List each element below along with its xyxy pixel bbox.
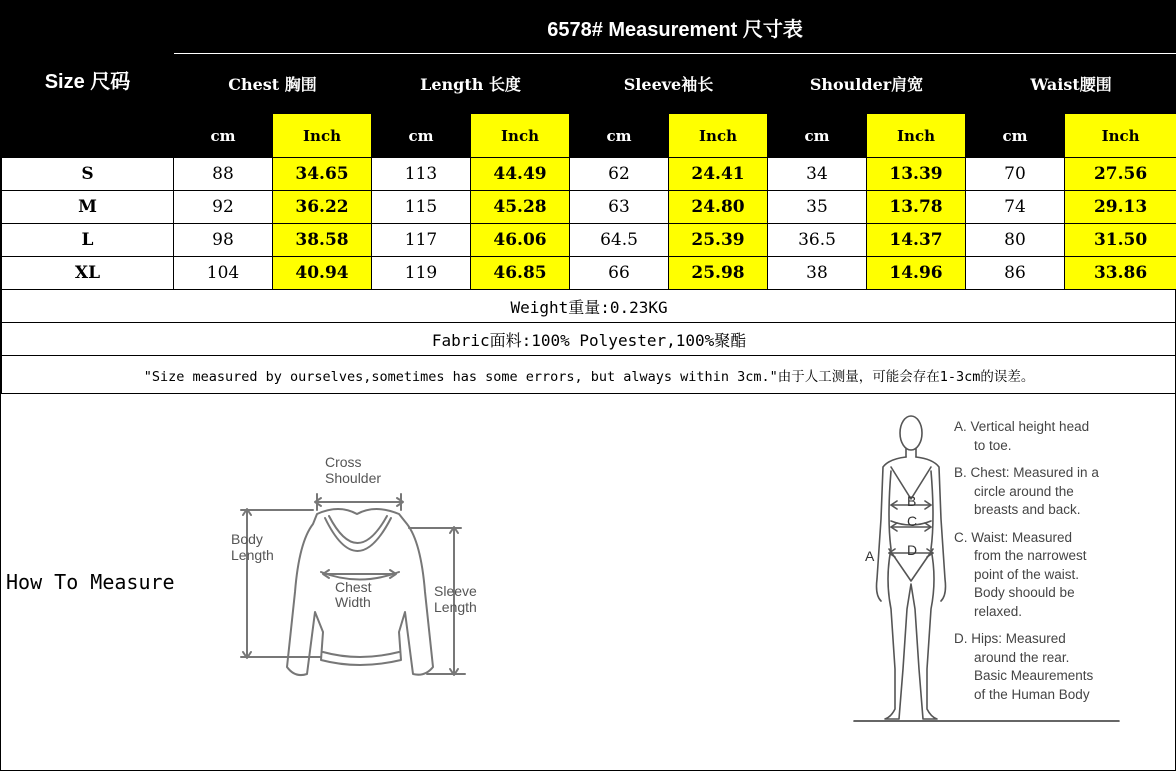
legend-a-line2: to toe. bbox=[974, 437, 1012, 453]
cm-value: 34 bbox=[768, 158, 867, 191]
sleeve-length-label: Length bbox=[434, 599, 477, 615]
cm-value: 63 bbox=[570, 191, 669, 224]
sleeve-header: Sleeve袖长 bbox=[570, 54, 768, 114]
unit-inch: Inch bbox=[471, 114, 570, 158]
unit-inch: Inch bbox=[273, 114, 372, 158]
inch-value: 24.80 bbox=[669, 191, 768, 224]
size-label: XL bbox=[2, 257, 174, 290]
weight-info: Weight重量:0.23KG bbox=[2, 290, 1176, 323]
legend-d-line3: Basic Meaurements bbox=[974, 668, 1094, 683]
cm-value: 38 bbox=[768, 257, 867, 290]
cm-value: 35 bbox=[768, 191, 867, 224]
unit-cm: cm bbox=[570, 114, 669, 158]
size-label: M bbox=[2, 191, 174, 224]
cm-value: 36.5 bbox=[768, 224, 867, 257]
inch-value: 14.37 bbox=[867, 224, 966, 257]
legend-c-line1: C. Waist: Measured bbox=[954, 529, 1073, 545]
cm-value: 80 bbox=[966, 224, 1065, 257]
cross-label: Cross bbox=[325, 454, 362, 470]
unit-inch: Inch bbox=[669, 114, 768, 158]
legend-d-line2: around the rear. bbox=[974, 649, 1070, 665]
unit-inch: Inch bbox=[867, 114, 966, 158]
inch-value: 25.39 bbox=[669, 224, 768, 257]
body-label: Body bbox=[231, 531, 263, 547]
sweater-diagram bbox=[229, 452, 499, 692]
chest-header: Chest 胸围 bbox=[174, 54, 372, 114]
unit-cm: cm bbox=[372, 114, 471, 158]
how-to-measure-label: How To Measure bbox=[6, 570, 175, 594]
inch-value: 33.86 bbox=[1065, 257, 1176, 290]
measurement-note: "Size measured by ourselves,sometimes has some errors, but always within 3cm."由于人工测量，可能会存在1-3cm的误差。 bbox=[2, 356, 1176, 394]
how-to-measure-section bbox=[1, 394, 1176, 771]
size-chart-table bbox=[1, 1, 1176, 394]
table-row bbox=[2, 191, 1176, 224]
legend-a-line1: A. Vertical height head bbox=[954, 419, 1090, 434]
cm-value: 88 bbox=[174, 158, 273, 191]
inch-value: 40.94 bbox=[273, 257, 372, 290]
length-header: Length 长度 bbox=[372, 54, 570, 114]
cm-value: 115 bbox=[372, 191, 471, 224]
legend-d-line4: of the Human Body bbox=[974, 686, 1090, 702]
chart-title: 6578# Measurement 尺寸表 bbox=[174, 2, 1176, 54]
shoulder-label: Shoulder bbox=[325, 470, 382, 486]
cm-value: 74 bbox=[966, 191, 1065, 224]
inch-value: 31.50 bbox=[1065, 224, 1176, 257]
figure-label-d: D bbox=[907, 542, 918, 558]
inch-value: 45.28 bbox=[471, 191, 570, 224]
inch-value: 27.56 bbox=[1065, 158, 1176, 191]
legend-b-line1: B. Chest: Measured in a bbox=[954, 465, 1099, 480]
cm-value: 113 bbox=[372, 158, 471, 191]
inch-value: 14.96 bbox=[867, 257, 966, 290]
inch-value: 36.22 bbox=[273, 191, 372, 224]
fabric-info: Fabric面料:100% Polyester,100%聚酯 bbox=[2, 323, 1176, 356]
inch-value: 44.49 bbox=[471, 158, 570, 191]
cm-value: 86 bbox=[966, 257, 1065, 290]
measurement-legend bbox=[954, 418, 1129, 713]
legend-b-line2: circle around the bbox=[974, 483, 1074, 499]
inch-value: 46.06 bbox=[471, 224, 570, 257]
inch-value: 38.58 bbox=[273, 224, 372, 257]
unit-inch: Inch bbox=[1065, 114, 1176, 158]
figure-label-a: A bbox=[865, 548, 875, 564]
chest-label: Chest bbox=[335, 579, 372, 595]
unit-cm: cm bbox=[768, 114, 867, 158]
inch-value: 46.85 bbox=[471, 257, 570, 290]
shoulder-header: Shoulder肩宽 bbox=[768, 54, 966, 114]
cm-value: 64.5 bbox=[570, 224, 669, 257]
legend-c-line3: point of the waist. bbox=[974, 566, 1080, 582]
size-label: S bbox=[2, 158, 174, 191]
figure-label-b: B bbox=[907, 493, 917, 509]
inch-value: 13.78 bbox=[867, 191, 966, 224]
cm-value: 92 bbox=[174, 191, 273, 224]
cm-value: 119 bbox=[372, 257, 471, 290]
cm-value: 98 bbox=[174, 224, 273, 257]
table-row bbox=[2, 158, 1176, 191]
table-row bbox=[2, 224, 1176, 257]
unit-cm: cm bbox=[966, 114, 1065, 158]
legend-b-line3: breasts and back. bbox=[974, 502, 1081, 517]
unit-cm: cm bbox=[174, 114, 273, 158]
inch-value: 24.41 bbox=[669, 158, 768, 191]
cm-value: 70 bbox=[966, 158, 1065, 191]
sleeve-label: Sleeve bbox=[434, 583, 477, 599]
size-header: Size 尺码 bbox=[2, 2, 174, 158]
legend-c-line5: relaxed. bbox=[974, 603, 1023, 619]
inch-value: 13.39 bbox=[867, 158, 966, 191]
inch-value: 34.65 bbox=[273, 158, 372, 191]
legend-c-line2: from the narrowest bbox=[974, 548, 1087, 563]
cm-value: 62 bbox=[570, 158, 669, 191]
body-length-label: Length bbox=[231, 547, 274, 563]
legend-d-line1: D. Hips: Measured bbox=[954, 631, 1066, 646]
legend-c-line4: Body shoould be bbox=[974, 585, 1075, 600]
size-label: L bbox=[2, 224, 174, 257]
cm-value: 117 bbox=[372, 224, 471, 257]
inch-value: 25.98 bbox=[669, 257, 768, 290]
cm-value: 104 bbox=[174, 257, 273, 290]
cm-value: 66 bbox=[570, 257, 669, 290]
figure-label-c: C bbox=[907, 513, 918, 529]
waist-header: Waist腰围 bbox=[966, 54, 1176, 114]
inch-value: 29.13 bbox=[1065, 191, 1176, 224]
width-label: Width bbox=[335, 594, 371, 610]
table-row bbox=[2, 257, 1176, 290]
